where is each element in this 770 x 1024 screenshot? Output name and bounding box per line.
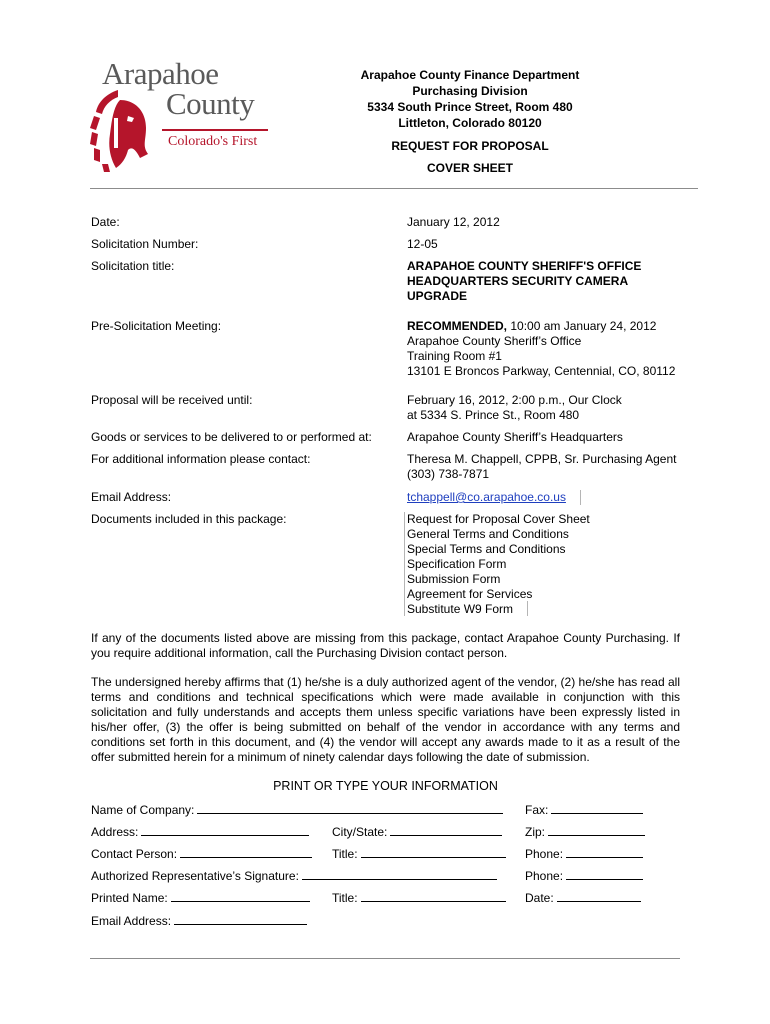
form-email-label: Email Address: [91, 914, 172, 928]
meeting-recommended: RECOMMENDED, [407, 319, 508, 333]
authorized-signature-line[interactable] [302, 868, 497, 880]
contact-title-label: Title: [332, 847, 358, 861]
document-title: REQUEST FOR PROPOSAL [391, 139, 549, 153]
signer-phone-label: Phone: [525, 869, 564, 883]
email-field-edge [580, 490, 581, 505]
signer-title-label: Title: [332, 891, 358, 905]
street-address: 5334 South Prince Street, Room 480 [367, 100, 573, 114]
date-field[interactable] [525, 890, 641, 906]
document-item: Agreement for Services [407, 587, 533, 601]
address-field[interactable] [91, 824, 309, 840]
contact-person-line[interactable] [180, 846, 312, 858]
contact-label: For additional information please contact: [91, 452, 311, 466]
solicitation-number-label: Solicitation Number: [91, 237, 199, 251]
logo-divider [162, 129, 268, 131]
pre-solicitation-label: Pre-Solicitation Meeting: [91, 319, 222, 333]
date-label: Date: [91, 215, 120, 229]
solicitation-title-line: ARAPAHOE COUNTY SHERIFF'S OFFICE [407, 259, 642, 273]
fax-field[interactable] [525, 802, 643, 818]
company-name-line[interactable] [197, 802, 503, 814]
authorized-signature-label: Authorized Representative’s Signature: [91, 869, 299, 883]
city-state-field[interactable] [332, 824, 502, 840]
meeting-time: 10:00 am January 24, 2012 [507, 319, 657, 333]
documents-list-right-edge [527, 601, 528, 616]
meeting-location-line: Training Room #1 [407, 349, 502, 363]
contact-phone: (303) 738-7871 [407, 467, 490, 481]
contact-phone-line[interactable] [566, 846, 643, 858]
printed-name-field[interactable] [91, 890, 310, 906]
documents-label: Documents included in this package: [91, 512, 287, 526]
signer-title-line[interactable] [361, 890, 506, 902]
solicitation-title-line: HEADQUARTERS SECURITY CAMERA [407, 274, 629, 288]
zip-field[interactable] [525, 824, 645, 840]
signer-phone-line[interactable] [566, 868, 643, 880]
company-name-field[interactable] [91, 802, 503, 818]
solicitation-title-label: Solicitation title: [91, 259, 175, 273]
document-item: Substitute W9 Form [407, 602, 514, 616]
meeting-time-line [407, 319, 675, 334]
proposal-deadline-value [407, 393, 622, 423]
county-logo [88, 56, 278, 175]
division-name: Purchasing Division [412, 84, 528, 98]
email-link[interactable]: tchappell@co.arapahoe.co.us [407, 490, 566, 504]
form-heading: PRINT OR TYPE YOUR INFORMATION [273, 779, 498, 793]
signer-phone-field[interactable] [525, 868, 643, 884]
documents-list-left-edge [404, 512, 405, 616]
meeting-location-line: Arapahoe County Sheriff’s Office [407, 334, 582, 348]
contact-title-field[interactable] [332, 846, 506, 862]
documents-list [407, 512, 590, 617]
solicitation-number-value: 12-05 [407, 237, 438, 251]
city-state-line[interactable] [390, 824, 502, 836]
missing-documents-paragraph: If any of the documents listed above are missing from this package, contact Arapahoe County Purchasing. If you require additional information, call the Purchasing Division contact person. [91, 631, 680, 660]
affirmation-paragraph: The undersigned hereby affirms that (1) he/she is a duly authorized agent of the vendor, (2) he/she has read all terms and conditions and technical specifications which were made available in conjunction with this solicitation and fully understands and accepts them unless specific variations have been expressly listed in his/her offer, (3) the offer is being submitted on behalf of the vendor in accordance with any terms and conditions set forth in this document, and (4) the vendor will accept any awards made to it as a result of the offer submitted herein for a minimum of ninety calendar days following the date of submission. [91, 675, 680, 764]
proposal-deadline-label: Proposal will be received until: [91, 393, 253, 407]
city-address: Littleton, Colorado 80120 [398, 116, 542, 130]
date-value: January 12, 2012 [407, 215, 500, 229]
pre-solicitation-value [407, 319, 675, 379]
printed-name-line[interactable] [171, 890, 310, 902]
form-email-field[interactable] [91, 913, 307, 929]
address-label: Address: [91, 825, 139, 839]
proposal-deadline-line: February 16, 2012, 2:00 p.m., Our Clock [407, 393, 622, 407]
zip-label: Zip: [525, 825, 546, 839]
authorized-signature-field[interactable] [91, 868, 497, 884]
solicitation-title-line: UPGRADE [407, 289, 468, 303]
logo-tagline: Colorado's First [168, 134, 258, 149]
goods-location-value: Arapahoe County Sheriff’s Headquarters [407, 430, 623, 444]
logo-word-county: County [166, 86, 255, 121]
fax-label: Fax: [525, 803, 549, 817]
contact-person-label: Contact Person: [91, 847, 178, 861]
contact-title-line[interactable] [361, 846, 506, 858]
form-email-line[interactable] [174, 913, 307, 925]
contact-phone-label: Phone: [525, 847, 564, 861]
document-item: Special Terms and Conditions [407, 542, 566, 556]
document-item: Specification Form [407, 557, 507, 571]
logo-word-arapahoe: Arapahoe [102, 56, 219, 91]
document-subtitle: COVER SHEET [426, 161, 513, 175]
indian-head-emblem-icon [88, 88, 158, 174]
meeting-location-line: 13101 E Broncos Parkway, Centennial, CO, 80112 [407, 364, 676, 378]
address-line[interactable] [141, 824, 309, 836]
signer-title-field[interactable] [332, 890, 506, 906]
company-name-label: Name of Company: [91, 803, 195, 817]
solicitation-title-value [407, 259, 641, 304]
department-header [330, 67, 610, 176]
document-item: Submission Form [407, 572, 501, 586]
proposal-deadline-line: at 5334 S. Prince St., Room 480 [407, 408, 580, 422]
date-line[interactable] [557, 890, 641, 902]
goods-location-label: Goods or services to be delivered to or performed at: [91, 430, 372, 444]
contact-phone-field[interactable] [525, 846, 643, 862]
dept-name: Arapahoe County Finance Department [360, 68, 580, 82]
city-state-label: City/State: [332, 825, 388, 839]
header-divider [90, 188, 698, 189]
contact-person-field[interactable] [91, 846, 312, 862]
date-field-label: Date: [525, 891, 554, 905]
document-item: Request for Proposal Cover Sheet [407, 512, 590, 526]
document-item: General Terms and Conditions [407, 527, 569, 541]
fax-line[interactable] [551, 802, 643, 814]
printed-name-label: Printed Name: [91, 891, 168, 905]
zip-line[interactable] [548, 824, 645, 836]
email-label: Email Address: [91, 490, 172, 504]
contact-value [407, 452, 676, 482]
contact-name: Theresa M. Chappell, CPPB, Sr. Purchasing Agent [407, 452, 677, 466]
footer-divider [90, 958, 680, 959]
